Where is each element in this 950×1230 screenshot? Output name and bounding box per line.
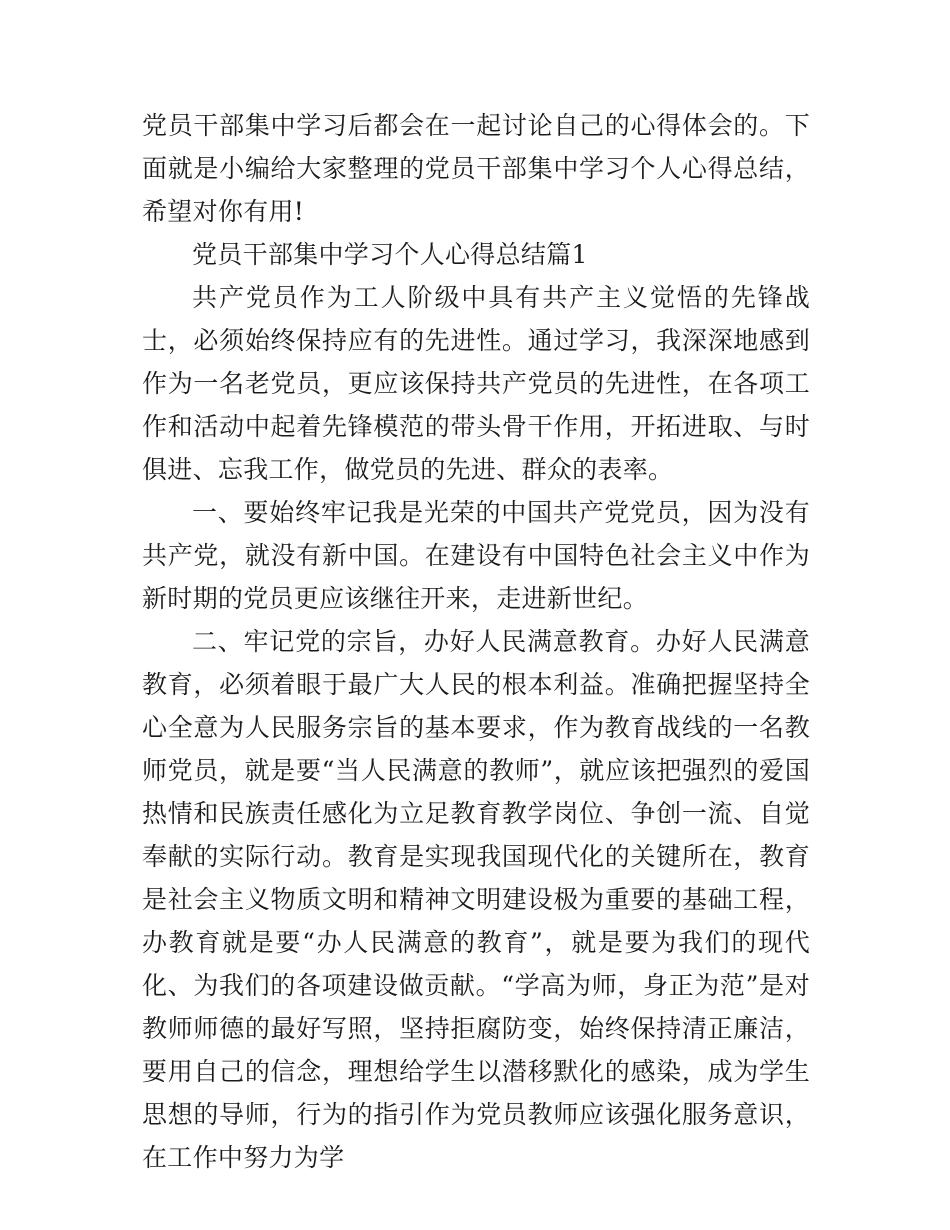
body-paragraph-3: 二、牢记党的宗旨，办好人民满意教育。办好人民满意教育，必须着眼于最广大人民的根本利益。准确把握坚持全心全意为人民服务宗旨的基本要求，作为教育战线的一名教师党员，就是要“当人民满意的教师”，就应该把强烈的爱国热情和民族责任感化为立足教育教学岗位、争创一流、自觉奉献的实际行动。教育是实现我国现代化的关键所在，教育是社会主义物质文明和精神文明建设极为重要的基础工程，办教育就是要“办人民满意的教育”，就是要为我们的现代化、为我们的各项建设做贡献。“学高为师，身正为范”是对教师师德的最好写照，坚持拒腐防变，始终保持清正廉洁，要用自己的信念，理想给学生以潜移默化的感染，成为学生思想的导师，行为的指引作为党员教师应该强化服务意识，在工作中努力为学 — [142, 627, 810, 1172]
body-paragraph-1: 共产党员作为工人阶级中具有共产主义觉悟的先锋战士，必须始终保持应有的先进性。通过学习，我深深地感到作为一名老党员，更应该保持共产党员的先进性，在各项工作和活动中起着先锋模范的带头骨干作用，开拓进取、与时俱进、忘我工作，做党员的先进、群众的表率。 — [142, 283, 810, 484]
body-paragraph-2: 一、要始终牢记我是光荣的中国共产党党员，因为没有共产党，就没有新中国。在建设有中国特色社会主义中作为新时期的党员更应该继往开来，走进新世纪。 — [142, 498, 810, 613]
section-title: 党员干部集中学习个人心得总结篇1 — [192, 240, 588, 269]
document-body — [142, 104, 810, 1179]
intro-paragraph: 党员干部集中学习后都会在一起讨论自己的心得体会的。下面就是小编给大家整理的党员干部集中学习个人心得总结，希望对你有用! — [142, 111, 810, 226]
